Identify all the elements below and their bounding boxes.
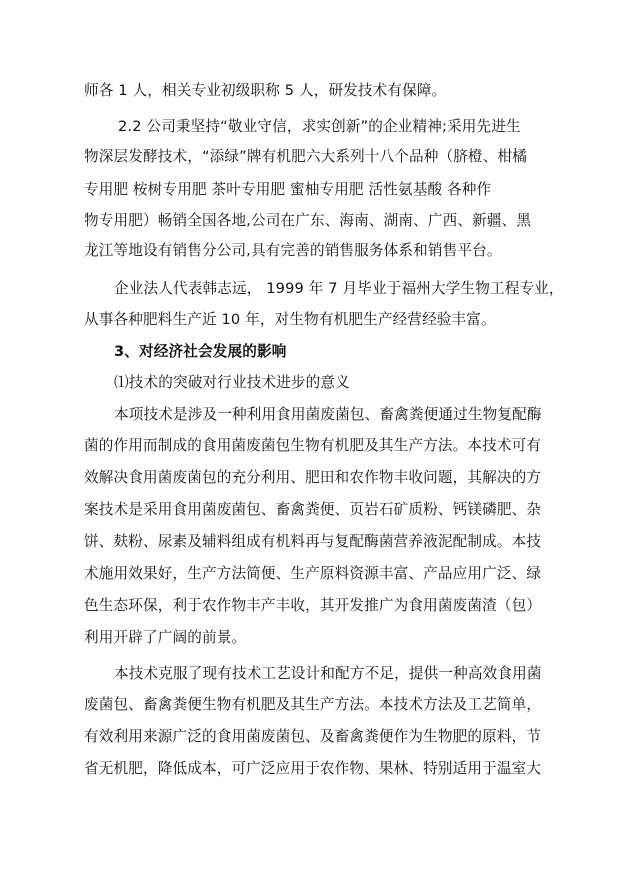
paragraph-line: 省无机肥，降低成本，可广泛应用于农作物、果林、特别适用于温室大	[84, 760, 542, 777]
paragraph-line: 有效利用来源广泛的食用菌废菌包、及畜禽粪便作为生物肥的原料，节	[84, 728, 542, 745]
paragraph-line: 企业法人代表韩志远， 1999 年 7 月毕业于福州大学生物工程专业，	[114, 280, 564, 297]
paragraph-line: 菌的作用而制成的食用菌废菌包生物有机肥及其生产方法。本技术可有	[84, 437, 542, 454]
paragraph-line: 龙江等地设有销售分公司,具有完善的销售服务体系和销售平台。	[84, 242, 502, 259]
paragraph-line: 术施用效果好，生产方法简便、生产原料资源丰富、产品应用广泛、绿	[84, 565, 542, 582]
paragraph-line: 物深层发酵技术，“添绿”牌有机肥六大系列十八个品种（脐橙、柑橘	[84, 148, 527, 165]
paragraph-line: 废菌包、畜禽粪便生物有机肥及其生产方法。本技术方法及工艺简单，	[84, 696, 542, 713]
paragraph-line: 利用开辟了广阔的前景。	[84, 629, 247, 646]
paragraph-line: 饼、麸粉、尿素及辅料组成有机料再与复配酶菌营养液泥配制成。本技	[84, 533, 542, 550]
paragraph-line: 师各 1 人，相关专业初级职称 5 人，研发技术有保障。	[84, 82, 447, 99]
paragraph-line: 本技术克服了现有技术工艺设计和配方不足，提供一种高效食用菌	[114, 665, 542, 682]
paragraph-line: 色生态环保，利于农作物丰产丰收，其开发推广为食用菌废菌渣（包）	[84, 597, 542, 614]
section-heading: 3、对经济社会发展的影响	[114, 343, 287, 360]
subsection-heading: ⑴技术的突破对行业技术进步的意义	[114, 374, 350, 391]
paragraph-line: 物专用肥）畅销全国各地,公司在广东、海南、湖南、广西、新疆、黑	[84, 212, 532, 229]
paragraph-line: 专用肥 桉树专用肥 茶叶专用肥 蜜柚专用肥 活性氨基酸 各种作	[84, 181, 492, 198]
paragraph-line: 从事各种肥料生产近 10 年，对生物有机肥生产经营经验丰富。	[84, 311, 496, 328]
paragraph-line: 本项技术是涉及一种利用食用菌废菌包、畜禽粪便通过生物复配酶	[114, 406, 542, 423]
paragraph-line: 2.2 公司秉坚持“敬业守信，求实创新”的企业精神;采用先进生	[118, 118, 521, 135]
paragraph-line: 案技术是采用食用菌废菌包、畜禽粪便、页岩石矿质粉、钙镁磷肥、杂	[84, 501, 542, 518]
paragraph-line: 效解决食用菌废菌包的充分利用、肥田和农作物丰收问题，其解决的方	[84, 469, 542, 486]
